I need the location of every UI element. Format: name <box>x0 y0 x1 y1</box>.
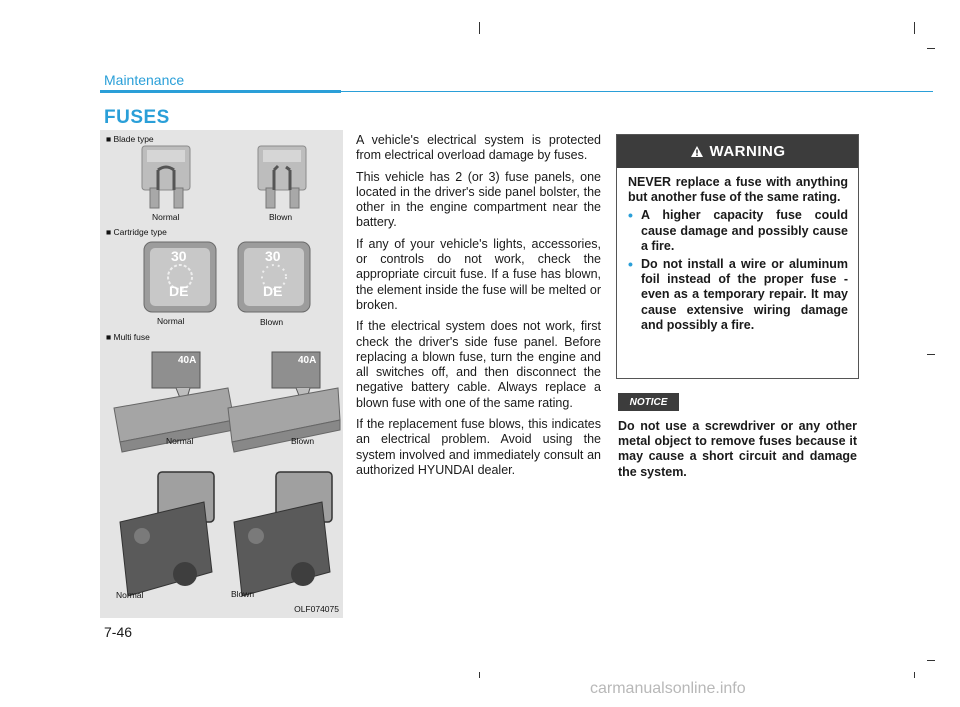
cartridge-marking-top: 30 <box>171 248 187 264</box>
cartridge-blown-marking-bottom: DE <box>263 283 283 299</box>
crop-mark <box>927 48 935 49</box>
crop-mark <box>914 22 915 34</box>
multi-normal-caption: Normal <box>166 436 194 446</box>
header-rule-thin <box>341 91 933 92</box>
multi-fuse-label: ■ Multi fuse <box>106 332 150 342</box>
multi2-normal-caption: Normal <box>116 590 144 600</box>
section-header: Maintenance <box>104 72 185 88</box>
blade-fuse-normal <box>142 146 190 208</box>
warning-header <box>617 135 858 168</box>
warning-bullet <box>628 208 848 254</box>
cartridge-normal-caption: Normal <box>157 316 185 326</box>
warning-bullet-text: A higher capacity fuse could cause damage and possibly cause a fire. <box>641 208 848 253</box>
body-paragraph-3: If any of your vehicle's lights, accessories, or controls do not work, check the appropriate circuit fuse. If a fuse has blown, the element inside the fuse will be melted or broken. <box>356 236 601 312</box>
body-paragraph-4: If the electrical system does not work, first check the driver's side fuse panel. Before replacing a blown fuse, turn the engine and all switches off, and then disconnect the negative battery cable. Always replace a blown fuse with one of the same rating. <box>356 319 601 410</box>
multi2-blown-caption: Blown <box>231 589 255 599</box>
crop-mark <box>914 672 915 678</box>
multi-fuse-blown <box>228 352 340 452</box>
fuse-illustration <box>100 130 343 618</box>
cartridge-blown-marking-top: 30 <box>265 248 281 264</box>
fuse-figure <box>100 130 343 618</box>
warning-triangle-icon <box>690 145 704 158</box>
blade-blown-caption: Blown <box>269 212 293 222</box>
body-paragraph-2: This vehicle has 2 (or 3) fuse panels, one located in the driver's side panel bolster, the other in the engine compartment near the battery. <box>356 169 601 230</box>
multi-fuse-2-normal <box>120 472 214 596</box>
warning-heading: WARNING <box>709 143 786 160</box>
crop-mark <box>927 354 935 355</box>
body-text <box>356 133 601 484</box>
warning-bullet-text: Do not install a wire or aluminum foil instead of the proper fuse - even as a temporary repair. It may cause extensive wiring damage and possibly a fire. <box>641 257 848 332</box>
multi-blown-caption: Blown <box>291 436 315 446</box>
body-paragraph-1: A vehicle's electrical system is protected from electrical overload damage by fuses. <box>356 133 601 163</box>
crop-mark <box>927 660 935 661</box>
cartridge-blown-caption: Blown <box>260 317 284 327</box>
blade-normal-caption: Normal <box>152 212 180 222</box>
warning-bullet <box>628 257 848 333</box>
header-rule-thick <box>100 90 341 93</box>
watermark: carmanualsonline.info <box>590 680 746 697</box>
warning-body <box>617 168 858 333</box>
notice-badge: NOTICE <box>618 393 679 411</box>
crop-mark <box>479 22 480 34</box>
cartridge-type-label: ■ Cartridge type <box>106 227 167 237</box>
bullet-icon: • <box>628 207 633 224</box>
figure-code: OLF074075 <box>294 604 339 614</box>
warning-intro: NEVER replace a fuse with anything but another fuse of the same rating. <box>628 175 848 205</box>
multi-fuse-2-blown <box>234 472 332 596</box>
page-number: 7-46 <box>104 624 133 640</box>
blade-fuse-blown <box>258 146 306 208</box>
cartridge-marking-bottom: DE <box>169 283 189 299</box>
page-title: FUSES <box>104 107 170 128</box>
body-paragraph-5: If the replacement fuse blows, this indicates an electrical problem. Avoid using the system involved and immediately consult an authorized HYUNDAI dealer. <box>356 417 601 477</box>
bullet-icon: • <box>628 256 633 273</box>
blade-type-label: ■ Blade type <box>106 134 154 144</box>
notice-text: Do not use a screwdriver or any other metal object to remove fuses because it may cause a short circuit and damage the system. <box>618 419 857 479</box>
multi-fuse-marking: 40A <box>178 355 197 366</box>
warning-box <box>616 134 859 379</box>
crop-mark <box>479 672 480 678</box>
multi-fuse-blown-marking: 40A <box>298 355 317 366</box>
